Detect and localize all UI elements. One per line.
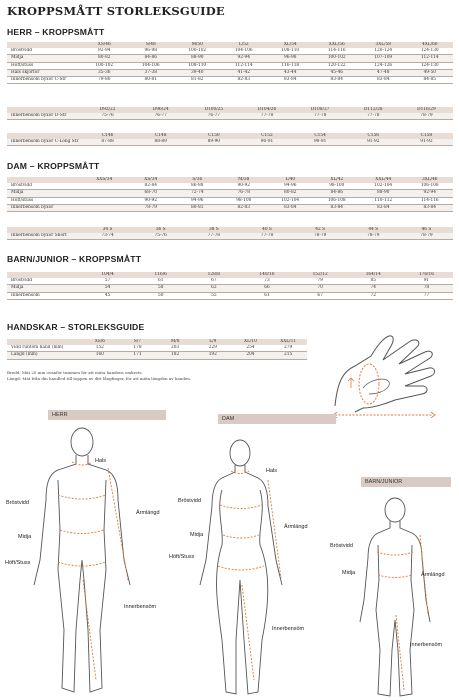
size-header-cell: XXL/11 <box>269 339 307 345</box>
value-cell: 203 <box>156 345 194 352</box>
value-cell: 70 <box>294 285 347 292</box>
value-cell: 107-109 <box>360 55 407 62</box>
value-cell: 81-82 <box>174 77 221 84</box>
value-cell: 61 <box>134 278 187 285</box>
size-header-cell: C154 <box>294 133 347 139</box>
value-cell: 192 <box>194 352 232 359</box>
herr-label-armlangd: Ärmlängd <box>136 510 160 516</box>
value-cell: 78-79 <box>294 233 347 240</box>
size-header-cell: XL/54 <box>267 42 314 48</box>
size-header-cell: D92/22 <box>81 107 134 113</box>
value-cell: 92-94 <box>221 55 268 62</box>
value-cell: 120-124 <box>360 48 407 55</box>
size-header-cell: XS/6 <box>81 339 119 345</box>
value-cell: 182 <box>156 352 194 359</box>
size-header-cell: 116/6 <box>134 272 187 278</box>
herr-label-midja: Midja <box>18 534 32 540</box>
value-cell: 80-81 <box>128 77 175 84</box>
value-cell: 77-78 <box>240 113 293 120</box>
value-cell: 45-46 <box>314 69 361 76</box>
row-label: Hals skjortor <box>7 69 81 76</box>
value-cell: 88-90 <box>360 190 407 197</box>
value-cell: 79-80 <box>81 77 128 84</box>
size-header-cell: XL/42 <box>314 177 361 183</box>
value-cell: 90-91 <box>240 139 293 146</box>
size-header-cell: 34 S <box>81 227 134 233</box>
value-cell: 55 <box>187 292 240 299</box>
dam-label-hals: Hals <box>266 468 278 474</box>
value-cell: 88-89 <box>134 139 187 146</box>
herr-label-brostvidd: Bröstvidd <box>6 500 29 506</box>
value-cell: 74 <box>347 285 400 292</box>
value-cell: 82-83 <box>221 77 268 84</box>
size-header-cell: C156 <box>347 133 400 139</box>
value-cell: 87-88 <box>81 139 134 146</box>
dam-label-armlangd: Ärmlängd <box>284 524 308 530</box>
value-cell: 77 <box>400 292 453 299</box>
value-cell: 86-88 <box>174 183 221 190</box>
value-cell: 50 <box>134 292 187 299</box>
row-label: Vidd runtom hand (mm) <box>7 345 81 352</box>
row-label: Innerbensöm byxor C-Str <box>7 77 81 84</box>
value-cell: 160 <box>81 352 119 359</box>
value-cell: 100-102 <box>314 55 361 62</box>
row-label: Innerbensöm byxor D-Str <box>7 113 81 120</box>
size-header-cell: 3XL/46 <box>407 177 454 183</box>
size-header-cell: D116/29 <box>400 107 453 113</box>
value-cell: 43-44 <box>267 69 314 76</box>
value-cell: 73 <box>240 278 293 285</box>
value-cell: 39-40 <box>174 69 221 76</box>
value-cell: 80-82 <box>81 55 128 62</box>
value-cell: 124-130 <box>407 62 454 69</box>
handskar-note-length: Längd: Mät från din handled till toppen av ditt långfinger, för att mäta längden av handen. <box>7 376 192 381</box>
value-cell: 78-79 <box>128 204 175 211</box>
value-cell: 80-81 <box>174 204 221 211</box>
barn-label-innerbensom: Innerbensöm <box>410 642 443 648</box>
value-cell: 84-86 <box>128 55 175 62</box>
value-cell: 88-90 <box>174 55 221 62</box>
value-cell: 96-98 <box>267 55 314 62</box>
size-header-cell: D108/27 <box>294 107 347 113</box>
size-header-cell: XS/46 <box>81 42 128 48</box>
herr-body-outline <box>34 428 130 692</box>
value-cell: 41-42 <box>221 69 268 76</box>
value-cell: 35-36 <box>81 69 128 76</box>
size-header-cell: 176/16 <box>400 272 453 278</box>
value-cell: 83-84 <box>407 204 454 211</box>
value-cell: 112-114 <box>407 55 454 62</box>
value-cell: 80-82 <box>267 190 314 197</box>
value-cell: 106-108 <box>314 197 361 204</box>
row-label: Bröstvidd <box>7 183 81 190</box>
value-cell: 78-79 <box>347 233 400 240</box>
value-cell: 152 <box>81 345 119 352</box>
value-cell: 77-78 <box>187 233 240 240</box>
value-cell: 58 <box>134 285 187 292</box>
value-cell: 90-92 <box>128 197 175 204</box>
value-cell: 114-116 <box>314 48 361 55</box>
size-header-cell: S/7 <box>119 339 157 345</box>
value-cell: 82-83 <box>221 204 268 211</box>
barn-body-outline <box>360 498 430 696</box>
size-header-cell: D104/26 <box>240 107 293 113</box>
value-cell: 62 <box>187 285 240 292</box>
herr-figure-title: HERR <box>48 410 166 420</box>
row-label: Innerbensöm <box>7 292 81 299</box>
value-cell: 90-92 <box>221 183 268 190</box>
size-header-cell: C148 <box>134 133 187 139</box>
row-label: Längd (mm) <box>7 352 81 359</box>
size-header-cell: C152 <box>240 133 293 139</box>
value-cell: 78-79 <box>400 113 453 120</box>
value-cell: 92-94 <box>407 190 454 197</box>
value-cell: 279 <box>269 345 307 352</box>
barn-measure-lines <box>377 535 428 690</box>
row-label: Innerbensöm byxor C-Long Str <box>7 139 81 146</box>
size-header-cell: M/38 <box>221 177 268 183</box>
value-cell: 84-85 <box>407 77 454 84</box>
size-header-cell: 40 S <box>240 227 293 233</box>
value-cell: 108-110 <box>174 62 221 69</box>
value-cell: 204 <box>232 352 270 359</box>
herr-label-innerbensom: Innerbensöm <box>124 604 157 610</box>
dam-label-midja: Midja <box>190 532 204 538</box>
size-header-cell: XL/10 <box>232 339 270 345</box>
value-cell: 90-91 <box>294 139 347 146</box>
value-cell: 124-130 <box>407 48 454 55</box>
size-header-cell: 4XL/60 <box>407 42 454 48</box>
value-cell: 102-104 <box>267 197 314 204</box>
value-cell: 110-112 <box>360 197 407 204</box>
value-cell: 45 <box>81 292 134 299</box>
value-cell: 102-104 <box>360 183 407 190</box>
size-header-cell: L/40 <box>267 177 314 183</box>
value-cell: 83-84 <box>314 77 361 84</box>
value-cell: 108-110 <box>267 48 314 55</box>
value-cell: 96-98 <box>128 48 175 55</box>
row-label: Innerbensöm byxor Short <box>7 233 81 240</box>
herr-heading: HERR – KROPPSMÅTT <box>7 27 105 37</box>
value-cell: 104-106 <box>128 62 175 69</box>
value-cell: 72-74 <box>174 190 221 197</box>
row-label: Höft/stuss <box>7 197 81 204</box>
value-cell: 171 <box>119 352 157 359</box>
value-cell: 76-78 <box>221 190 268 197</box>
barn-heading: BARN/JUNIOR – KROPPSMÅTT <box>7 254 142 264</box>
size-header-cell: M/50 <box>174 42 221 48</box>
size-header-cell: L/52 <box>221 42 268 48</box>
value-cell: 83-84 <box>360 204 407 211</box>
value-cell: 66 <box>240 285 293 292</box>
value-cell: 49-50 <box>407 69 454 76</box>
row-label: Midja <box>7 55 81 62</box>
size-header-cell: C150 <box>187 133 240 139</box>
size-header-cell: D96/24 <box>134 107 187 113</box>
size-header-cell: 38 S <box>187 227 240 233</box>
size-header-cell: 128/8 <box>187 272 240 278</box>
value-cell: 77-78 <box>240 233 293 240</box>
dam-measure-lines <box>218 471 281 680</box>
dam-heading: DAM – KROPPSMÅTT <box>7 161 100 171</box>
barn-figure-title: BARN/JUNIOR <box>361 477 451 487</box>
value-cell: 57 <box>81 278 134 285</box>
barn-label-armlangd: Ärmlängd <box>421 572 445 578</box>
value-cell: 76-77 <box>187 113 240 120</box>
size-header-cell: S/36 <box>174 177 221 183</box>
barn-label-brostvidd: Bröstvidd <box>330 543 353 549</box>
size-header-cell: D112/28 <box>347 107 400 113</box>
page-title: KROPPSMÅTT STORLEKSGUIDE <box>7 4 225 18</box>
herr-label-hoft: Höft/Stuss <box>5 560 31 566</box>
handskar-note-width: Bredd: Mät 20 mm ovanför tummen för att mäta handens omkrets. <box>7 370 143 375</box>
value-cell: 47-48 <box>360 69 407 76</box>
dam-label-brostvidd: Bröstvidd <box>178 498 201 504</box>
value-cell: 91-92 <box>347 139 400 146</box>
value-cell: 229 <box>194 345 232 352</box>
value-cell: 72 <box>347 292 400 299</box>
value-cell: 54 <box>81 285 134 292</box>
barn-label-midja: Midja <box>342 570 356 576</box>
size-header-cell: 104/4 <box>81 272 134 278</box>
value-cell: 75-76 <box>134 233 187 240</box>
size-header-cell: XXS/34 <box>81 177 128 183</box>
value-cell: 75-76 <box>81 113 134 120</box>
value-cell: 116-118 <box>267 62 314 69</box>
value-cell: 67 <box>294 292 347 299</box>
value-cell: 215 <box>269 352 307 359</box>
value-cell: 114-116 <box>407 197 454 204</box>
value-cell: 78 <box>400 285 453 292</box>
value-cell: 82-84 <box>128 183 175 190</box>
value-cell: 124-126 <box>360 62 407 69</box>
value-cell: 92-94 <box>81 48 128 55</box>
handskar-heading: HANDSKAR – STORLEKSGUIDE <box>7 322 145 332</box>
value-cell: 77-78 <box>294 113 347 120</box>
value-cell: 94-96 <box>267 183 314 190</box>
size-header-cell: 44 S <box>347 227 400 233</box>
size-header-cell: C146 <box>81 133 134 139</box>
size-header-cell: C158 <box>400 133 453 139</box>
value-cell: 106-108 <box>407 183 454 190</box>
value-cell: 254 <box>232 345 270 352</box>
size-header-cell: 3XL/58 <box>360 42 407 48</box>
value-cell: 83-84 <box>267 77 314 84</box>
value-cell: 37-38 <box>128 69 175 76</box>
value-cell: 77-78 <box>347 113 400 120</box>
size-header-cell: 46 S <box>400 227 453 233</box>
value-cell: 68-70 <box>128 190 175 197</box>
size-header-cell: XXL/56 <box>314 42 361 48</box>
value-cell: 94-96 <box>174 197 221 204</box>
size-header-cell: L/9 <box>194 339 232 345</box>
value-cell: 78-79 <box>400 233 453 240</box>
value-cell: 83-84 <box>267 204 314 211</box>
value-cell: 61 <box>240 292 293 299</box>
size-header-cell: 42 S <box>294 227 347 233</box>
value-cell: 73-74 <box>81 233 134 240</box>
value-cell: 91 <box>400 278 453 285</box>
row-label: Höft/stuss <box>7 62 81 69</box>
value-cell: 76-77 <box>134 113 187 120</box>
value-cell: 104-106 <box>221 48 268 55</box>
size-header-cell: M/8 <box>156 339 194 345</box>
row-label: Bröstvidd <box>7 48 81 55</box>
value-cell: 83-84 <box>314 204 361 211</box>
row-label: Bröstvidd <box>7 278 81 285</box>
value-cell: 85 <box>347 278 400 285</box>
herr-label-hals: Hals <box>95 458 107 464</box>
value-cell: 84-86 <box>314 190 361 197</box>
value-cell: 83-84 <box>360 77 407 84</box>
size-header-cell: 140/10 <box>240 272 293 278</box>
value-cell: 98-100 <box>314 183 361 190</box>
dam-figure-title: DAM <box>218 414 336 424</box>
value-cell: 89-90 <box>187 139 240 146</box>
value-cell: 67 <box>187 278 240 285</box>
row-label: Midja <box>7 285 81 292</box>
size-header-cell: 36 S <box>134 227 187 233</box>
value-cell: 100-102 <box>174 48 221 55</box>
value-cell: 112-114 <box>221 62 268 69</box>
size-header-cell: XS/34 <box>128 177 175 183</box>
value-cell: 178 <box>119 345 157 352</box>
value-cell: 91-92 <box>400 139 453 146</box>
size-header-cell: S/48 <box>128 42 175 48</box>
size-header-cell: D100/25 <box>187 107 240 113</box>
size-header-cell: XXL/44 <box>360 177 407 183</box>
value-cell: 79 <box>294 278 347 285</box>
row-label: Midja <box>7 190 81 197</box>
dam-label-innerbensom: Innerbensöm <box>272 626 305 632</box>
size-header-cell: 152/12 <box>294 272 347 278</box>
value-cell: 120-122 <box>314 62 361 69</box>
dam-body-outline <box>200 440 282 694</box>
row-label: Innerbensöm byxor <box>7 204 81 211</box>
value-cell: 98-100 <box>221 197 268 204</box>
value-cell: 100-102 <box>81 62 128 69</box>
size-header-cell: 164/14 <box>347 272 400 278</box>
dam-label-hoft: Höft/Stuss <box>169 554 195 560</box>
